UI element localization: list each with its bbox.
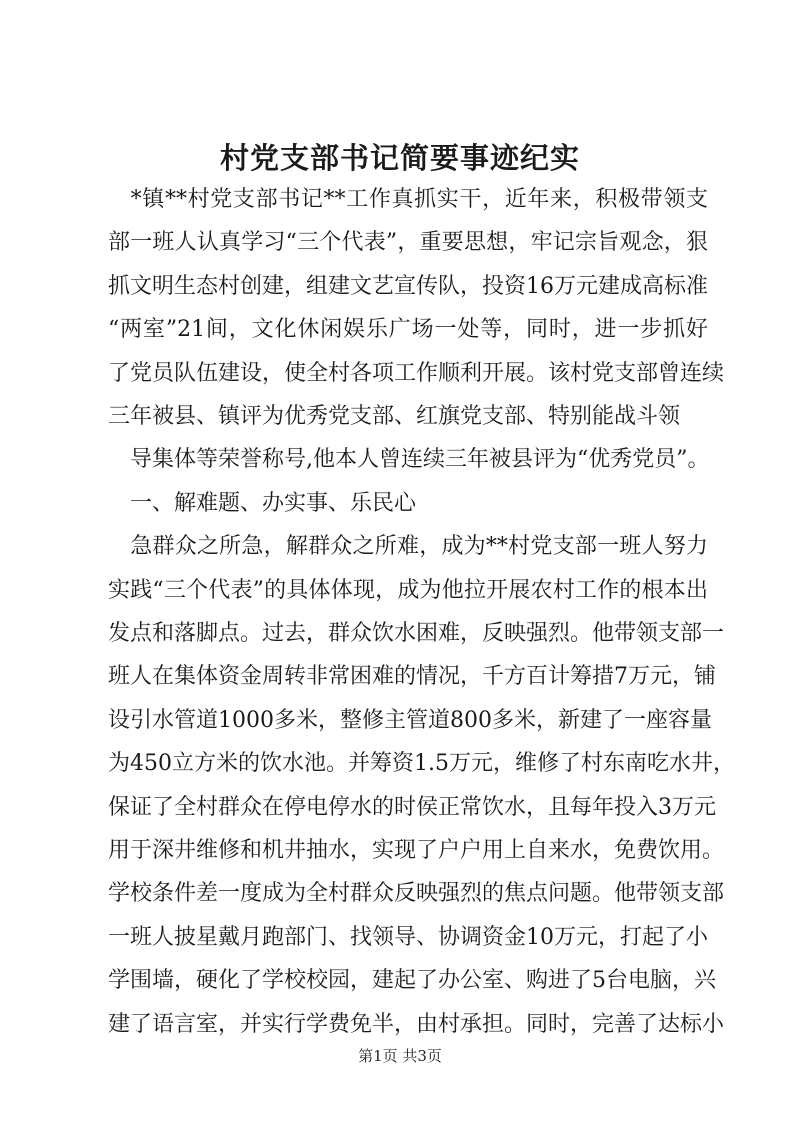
body-line: 急群众之所急，解群众之所难，成为**村党支部一班人努力 bbox=[108, 534, 708, 560]
body-line: 导集体等荣誉称号,他本人曾连续三年被县评为“优秀党员”。 bbox=[108, 447, 710, 473]
body-line: 抓文明生态村创建，组建文艺宣传队，投资16万元建成高标准 bbox=[108, 273, 708, 299]
body-line: “两室”21间，文化休闲娱乐广场一处等，同时，进一步抓好 bbox=[108, 317, 708, 343]
body-line: 三年被县、镇评为优秀党支部、红旗党支部、特别能战斗领 bbox=[108, 404, 681, 429]
body-line: 部一班人认真学习“三个代表”，重要思想，牢记宗旨观念，狠 bbox=[108, 230, 708, 256]
body-line: 发点和落脚点。过去，群众饮水困难，反映强烈。他带领支部一 bbox=[108, 621, 725, 646]
page-footer: 第1页 共3页 bbox=[358, 1047, 442, 1065]
body-line: 用于深井维修和机井抽水，实现了户户用上自来水，免费饮用。 bbox=[108, 838, 725, 863]
body-line: 了党员队伍建设，使全村各项工作顺利开展。该村党支部曾连续 bbox=[108, 360, 725, 386]
document-title: 村党支部书记简要事迹纪实 bbox=[219, 141, 580, 175]
body-line: 保证了全村群众在停电停水的时侯正常饮水，且每年投入3万元 bbox=[108, 794, 716, 820]
body-line: 实践“三个代表”的具体体现，成为他拉开展农村工作的根本出 bbox=[108, 577, 708, 603]
body-line: 设引水管道1000多米，整修主管道800多米，新建了一座容量 bbox=[108, 707, 712, 733]
body-line: 学围墙，硬化了学校校园，建起了办公室、购进了5台电脑，兴 bbox=[108, 968, 716, 994]
body-line: 建了语言室，并实行学费免半，由村承担。同时，完善了达标小 bbox=[108, 1011, 725, 1037]
body-line: 一班人披星戴月跑部门、找领导、协调资金10万元，打起了小 bbox=[108, 924, 708, 950]
section-heading: 一、解难题、办实事、乐民心 bbox=[108, 490, 417, 516]
body-line: 为450立方米的饮水池。并筹资1.5万元，维修了村东南吃水井， bbox=[108, 751, 735, 777]
body-line: *镇**村党支部书记**工作真抓实干，近年来，积极带领支 bbox=[108, 187, 708, 212]
body-line: 班人在集体资金周转非常困难的情况，千方百计筹措7万元，铺 bbox=[108, 664, 716, 690]
body-line: 学校条件差一度成为全村群众反映强烈的焦点问题。他带领支部 bbox=[108, 881, 725, 907]
